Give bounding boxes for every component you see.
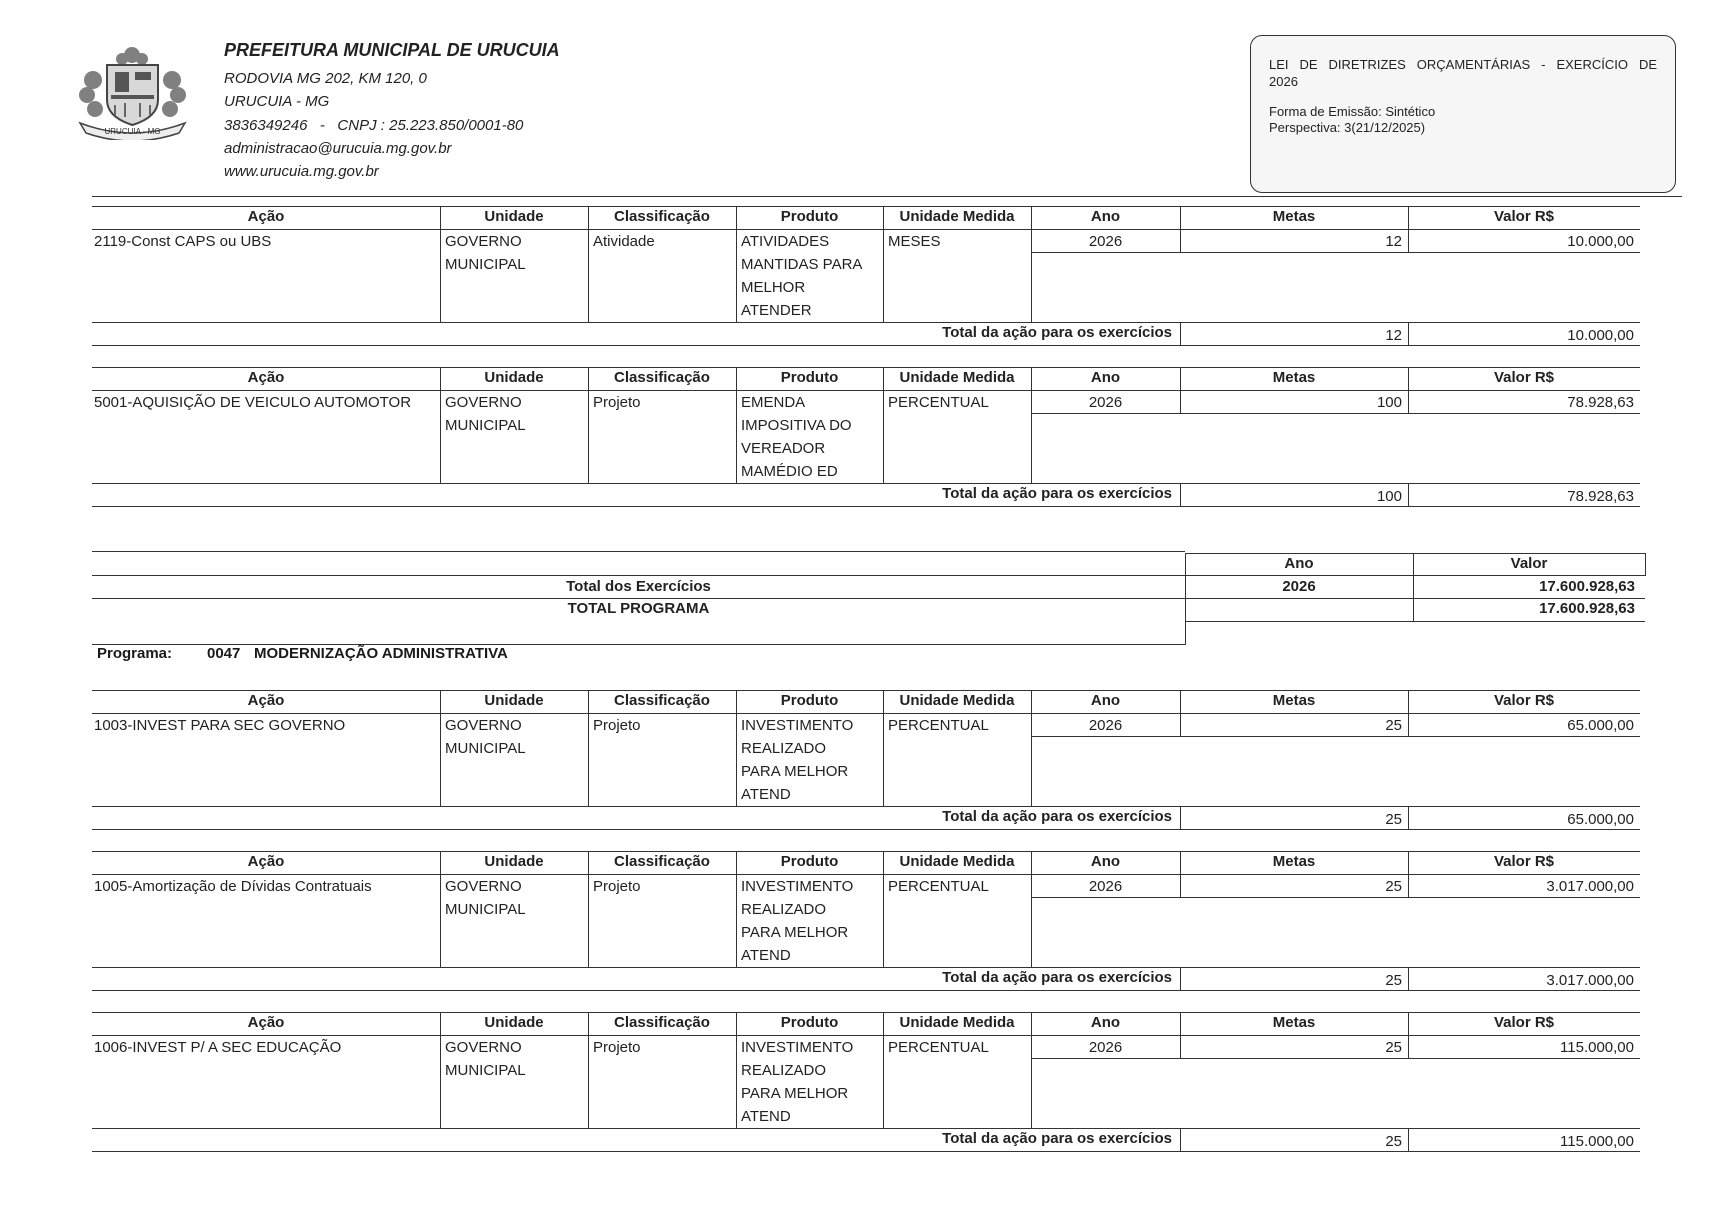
column-header-unidade: Unidade <box>484 692 544 709</box>
column-header-valor: Valor R$ <box>1493 369 1555 386</box>
classificacao-cell: Projeto <box>593 394 641 411</box>
emission-form: Forma de Emissão: Sintético <box>1269 104 1436 119</box>
divider <box>736 206 737 322</box>
classificacao-cell: Atividade <box>593 233 655 250</box>
divider <box>92 575 1645 576</box>
produto-cell: ATEND <box>741 1108 791 1125</box>
column-header-produto: Produto <box>780 853 839 870</box>
unidade-cell: GOVERNO <box>445 233 522 250</box>
program-name: MODERNIZAÇÃO ADMINISTRATIVA <box>254 645 508 662</box>
column-header-acao: Ação <box>247 208 285 225</box>
column-header-acao: Ação <box>247 853 285 870</box>
column-header-metas: Metas <box>1272 1014 1316 1031</box>
produto-cell: INVESTIMENTO <box>741 878 854 895</box>
action-total-label: Total da ação para os exercícios <box>942 324 1172 341</box>
column-header-valor: Valor R$ <box>1493 1014 1555 1031</box>
column-header-unidade: Unidade <box>484 853 544 870</box>
divider <box>883 206 884 322</box>
divider <box>1031 413 1640 414</box>
divider <box>1031 206 1032 322</box>
metas-cell: 25 <box>1385 717 1402 734</box>
action-total-metas: 100 <box>1376 488 1402 505</box>
column-header-unidade: Unidade <box>484 208 544 225</box>
produto-cell: PARA MELHOR <box>741 924 849 941</box>
divider <box>1185 553 1645 554</box>
divider <box>92 598 1645 599</box>
divider <box>736 851 737 967</box>
action-total-label: Total da ação para os exercícios <box>942 808 1172 825</box>
ano-cell: 2026 <box>1088 394 1123 411</box>
column-header-unidade-medida: Unidade Medida <box>899 369 1015 386</box>
classificacao-cell: Projeto <box>593 878 641 895</box>
action-total-label: Total da ação para os exercícios <box>942 969 1172 986</box>
org-phone-cnpj: 3836349246 - CNPJ : 25.223.850/0001-80 <box>224 117 524 134</box>
classificacao-cell: Projeto <box>593 717 641 734</box>
divider <box>588 367 589 483</box>
action-total-valor: 65.000,00 <box>1567 811 1634 828</box>
unidade-medida-cell: PERCENTUAL <box>888 878 989 895</box>
acao-cell: 5001-AQUISIÇÃO DE VEICULO AUTOMOTOR <box>94 394 412 411</box>
divider <box>1031 1058 1640 1059</box>
metas-cell: 12 <box>1385 233 1402 250</box>
column-header-ano: Ano <box>1090 208 1121 225</box>
unidade-medida-cell: PERCENTUAL <box>888 394 989 411</box>
acao-cell: 1005-Amortização de Dívidas Contratuais <box>94 878 372 895</box>
produto-cell: PARA MELHOR <box>741 1085 849 1102</box>
org-name: PREFEITURA MUNICIPAL DE URUCUIA <box>224 40 560 60</box>
produto-cell: ATEND <box>741 786 791 803</box>
column-header-produto: Produto <box>780 208 839 225</box>
divider <box>588 690 589 806</box>
column-header-metas: Metas <box>1272 369 1316 386</box>
divider <box>736 690 737 806</box>
totals-ano-header: Ano <box>1284 555 1314 572</box>
column-header-ano: Ano <box>1090 853 1121 870</box>
produto-cell: MELHOR <box>741 279 806 296</box>
action-total-valor: 3.017.000,00 <box>1546 972 1634 989</box>
ano-cell: 2026 <box>1088 1039 1123 1056</box>
valor-cell: 65.000,00 <box>1567 717 1634 734</box>
produto-cell: ATEND <box>741 947 791 964</box>
produto-cell: PARA MELHOR <box>741 763 849 780</box>
column-header-classificacao: Classificação <box>614 208 710 225</box>
column-header-classificacao: Classificação <box>614 369 710 386</box>
divider <box>440 367 441 483</box>
column-header-valor: Valor R$ <box>1493 853 1555 870</box>
produto-cell: ATIVIDADES <box>741 233 830 250</box>
action-total-valor: 10.000,00 <box>1567 327 1634 344</box>
divider <box>1031 252 1640 253</box>
produto-cell: ATENDER <box>741 302 812 319</box>
totals-valor-header: Valor <box>1510 555 1548 572</box>
divider <box>92 990 1640 991</box>
total-programa-label: TOTAL PROGRAMA <box>567 600 710 617</box>
perspective: Perspectiva: 3(21/12/2025) <box>1269 120 1426 135</box>
column-header-acao: Ação <box>247 369 285 386</box>
acao-cell: 1006-INVEST P/ A SEC EDUCAÇÃO <box>94 1039 342 1056</box>
program-code: 0047 <box>207 645 241 662</box>
divider <box>588 206 589 322</box>
org-city: URUCUIA - MG <box>224 93 330 110</box>
metas-cell: 25 <box>1385 1039 1402 1056</box>
municipal-crest-icon <box>75 45 190 140</box>
column-header-unidade-medida: Unidade Medida <box>899 853 1015 870</box>
column-header-acao: Ação <box>247 692 285 709</box>
column-header-produto: Produto <box>780 369 839 386</box>
action-total-valor: 78.928,63 <box>1567 488 1634 505</box>
divider <box>588 851 589 967</box>
divider <box>1031 736 1640 737</box>
column-header-metas: Metas <box>1272 853 1316 870</box>
divider <box>92 1151 1640 1152</box>
acao-cell: 2119-Const CAPS ou UBS <box>94 233 272 250</box>
column-header-valor: Valor R$ <box>1493 208 1555 225</box>
divider <box>440 690 441 806</box>
header-divider <box>92 196 1682 197</box>
totals-ano-value: 2026 <box>1282 578 1316 595</box>
column-header-unidade-medida: Unidade Medida <box>899 692 1015 709</box>
law-title: LEI DE DIRETRIZES ORÇAMENTÁRIAS - EXERCÍCIO DE 2026 <box>1269 57 1657 89</box>
column-header-unidade-medida: Unidade Medida <box>899 208 1015 225</box>
divider <box>1031 690 1032 806</box>
produto-cell: INVESTIMENTO <box>741 717 854 734</box>
column-header-metas: Metas <box>1272 208 1316 225</box>
divider <box>736 1012 737 1128</box>
org-address: RODOVIA MG 202, KM 120, 0 <box>224 70 427 87</box>
report-info-box <box>1250 35 1676 193</box>
column-header-produto: Produto <box>780 692 839 709</box>
ano-cell: 2026 <box>1088 878 1123 895</box>
divider <box>1031 367 1032 483</box>
divider <box>92 506 1640 507</box>
crest-label: URUCUIA - MG <box>104 127 161 136</box>
total-exercicios-value: 17.600.928,63 <box>1539 578 1635 595</box>
org-website: www.urucuia.mg.gov.br <box>224 163 379 180</box>
unidade-cell: GOVERNO <box>445 394 522 411</box>
produto-cell: REALIZADO <box>741 740 827 757</box>
org-email: administracao@urucuia.mg.gov.br <box>224 140 452 157</box>
action-total-metas: 25 <box>1385 1133 1402 1150</box>
action-total-metas: 25 <box>1385 972 1402 989</box>
column-header-unidade: Unidade <box>484 1014 544 1031</box>
unidade-cell: MUNICIPAL <box>445 740 526 757</box>
action-total-metas: 25 <box>1385 811 1402 828</box>
column-header-ano: Ano <box>1090 692 1121 709</box>
divider <box>883 1012 884 1128</box>
column-header-unidade-medida: Unidade Medida <box>899 1014 1015 1031</box>
unidade-cell: GOVERNO <box>445 717 522 734</box>
divider <box>736 367 737 483</box>
column-header-acao: Ação <box>247 1014 285 1031</box>
action-total-label: Total da ação para os exercícios <box>942 1130 1172 1147</box>
unidade-cell: GOVERNO <box>445 1039 522 1056</box>
total-programa-value: 17.600.928,63 <box>1539 600 1635 617</box>
column-header-ano: Ano <box>1090 369 1121 386</box>
produto-cell: EMENDA <box>741 394 806 411</box>
column-header-unidade: Unidade <box>484 369 544 386</box>
divider <box>92 345 1640 346</box>
divider <box>883 690 884 806</box>
divider <box>440 1012 441 1128</box>
column-header-ano: Ano <box>1090 1014 1121 1031</box>
unidade-medida-cell: MESES <box>888 233 941 250</box>
unidade-cell: MUNICIPAL <box>445 1062 526 1079</box>
produto-cell: INVESTIMENTO <box>741 1039 854 1056</box>
action-total-valor: 115.000,00 <box>1560 1133 1634 1150</box>
divider <box>1645 553 1646 576</box>
unidade-cell: MUNICIPAL <box>445 901 526 918</box>
divider <box>440 206 441 322</box>
column-header-classificacao: Classificação <box>614 1014 710 1031</box>
divider <box>588 1012 589 1128</box>
produto-cell: MANTIDAS PARA <box>741 256 863 273</box>
produto-cell: IMPOSITIVA DO <box>741 417 852 434</box>
acao-cell: 1003-INVEST PARA SEC GOVERNO <box>94 717 346 734</box>
metas-cell: 25 <box>1385 878 1402 895</box>
divider <box>883 367 884 483</box>
valor-cell: 10.000,00 <box>1567 233 1634 250</box>
metas-cell: 100 <box>1376 394 1402 411</box>
divider <box>1031 851 1032 967</box>
divider <box>92 829 1640 830</box>
action-total-metas: 12 <box>1385 327 1402 344</box>
produto-cell: VEREADOR <box>741 440 826 457</box>
valor-cell: 115.000,00 <box>1560 1039 1634 1056</box>
divider <box>1185 621 1645 622</box>
produto-cell: REALIZADO <box>741 901 827 918</box>
produto-cell: MAMÉDIO ED <box>741 463 838 480</box>
column-header-classificacao: Classificação <box>614 692 710 709</box>
action-total-label: Total da ação para os exercícios <box>942 485 1172 502</box>
valor-cell: 78.928,63 <box>1567 394 1634 411</box>
divider <box>1031 897 1640 898</box>
column-header-valor: Valor R$ <box>1493 692 1555 709</box>
ano-cell: 2026 <box>1088 233 1123 250</box>
unidade-cell: GOVERNO <box>445 878 522 895</box>
classificacao-cell: Projeto <box>593 1039 641 1056</box>
divider <box>883 851 884 967</box>
unidade-cell: MUNICIPAL <box>445 256 526 273</box>
divider <box>440 851 441 967</box>
produto-cell: REALIZADO <box>741 1062 827 1079</box>
column-header-metas: Metas <box>1272 692 1316 709</box>
program-label: Programa: <box>97 645 173 662</box>
total-exercicios-label: Total dos Exercícios <box>566 578 711 595</box>
divider <box>1031 1012 1032 1128</box>
unidade-cell: MUNICIPAL <box>445 417 526 434</box>
column-header-classificacao: Classificação <box>614 853 710 870</box>
unidade-medida-cell: PERCENTUAL <box>888 1039 989 1056</box>
unidade-medida-cell: PERCENTUAL <box>888 717 989 734</box>
column-header-produto: Produto <box>780 1014 839 1031</box>
divider <box>92 551 1185 552</box>
ano-cell: 2026 <box>1088 717 1123 734</box>
valor-cell: 3.017.000,00 <box>1546 878 1634 895</box>
